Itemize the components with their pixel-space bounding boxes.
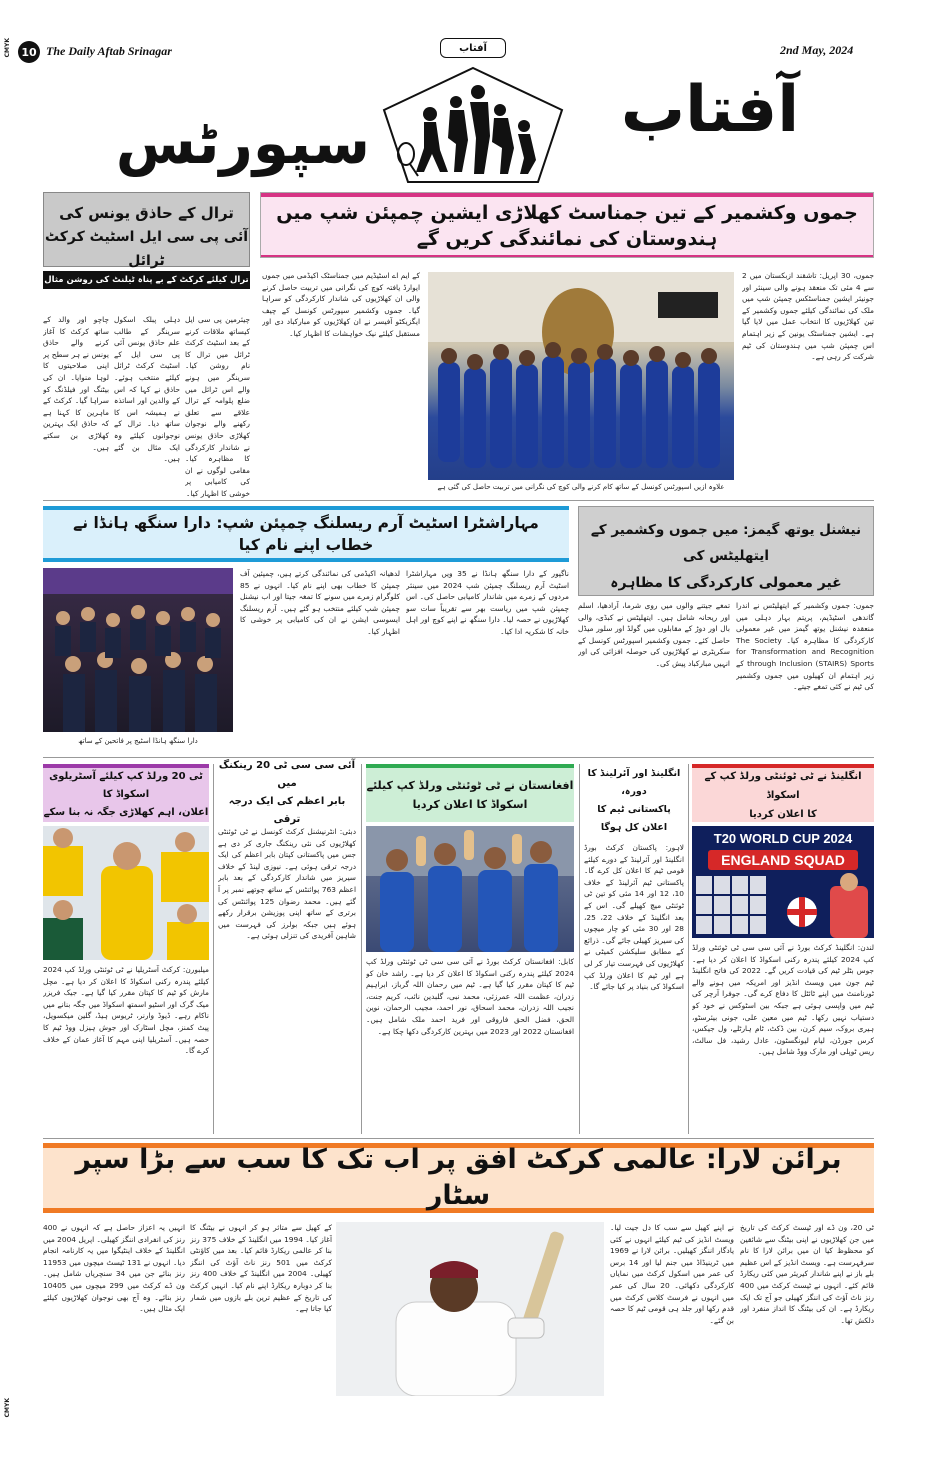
gymnast-photo-caption: علاوہ ازیں اسپورٹس کونسل کے ساتھ کام کرنے والی کوچ کی نگرانی میں تربیت حاصل کی گئی ہے [437,483,725,491]
lara-col-1: ٹی 20، ون ڈے اور ٹیسٹ کرکٹ کی تاریخ میں جن کھلاڑیوں نے اپنی بیٹنگ سے شائقین کو محظوظ کیا ان میں برائن لارا کا نام سرفہرست ہے۔ ویسٹ انڈیز کے اس عظیم بلے باز نے اپنے شاندار کیریئر میں کئی ریکارڈ قائم کئے۔ انہوں نے ٹیسٹ کرکٹ میں 400 رنز ناٹ آؤٹ کی اننگز کھیلی جو آج تک ایک ریکارڈ ہے۔ ان کی بیٹنگ کا انداز منفرد اور دلکش تھا۔ [740,1223,874,1325]
paper-name: The Daily Aftab Srinagar [46,44,172,58]
gymnast-headline: جموں وکشمیر کے تین جمناسٹ کھلاڑی ایشین چمپئن شپ میں ہندوستان کی نمائندگی کریں گے [276,202,858,250]
babar-body: دبئی: انٹرنیشنل کرکٹ کونسل نے ٹی ٹوئنٹی کھلاڑیوں کی نئی رینکنگ جاری کر دی ہے جس میں پاکستانی کپتان بابر اعظم کی ایک درجہ ترقی ہوئی ہے۔ نیوزی لینڈ کے خلاف سیریز میں شاندار کارکردگی کے بعد بابر اعظم 763 پوائنٹس کے ساتھ چوتھے نمبر پر آ گئے ہیں۔ محمد رضوان 125 پوائنٹس کی برتری کے ساتھ اپنی پوزیشن برقرار رکھے ہوئے ہیں جبکہ بولرز کی فہرست میں شاہین آفریدی کی تنزلی ہوئی ہے۔ [218,827,356,941]
issue-date: 2nd May, 2024 [780,43,854,57]
lara-photo [336,1222,604,1396]
afghanistan-headline-1: افغانستان نے ٹی ٹوئنٹی ورلڈ کپ کیلئے [366,779,574,792]
wrestling-headline: مہاراشٹرا اسٹیٹ آرم ریسلنگ چمپئن شپ: دارا سنگھ ہانڈا نے خطاب اپنے نام کیا [73,514,539,554]
row1-bottom-rule [43,500,874,501]
gymnast-col-2: کے ایم اے اسٹیڈیم میں جمناسٹک اکیڈمی میں جموں ایوارڈ یافتہ کوچ کی نگرانی میں تربیت حاصل کرنے والی ان کھلاڑیوں کی شاندار کارکردگی کو سراہا گیا۔ جموں وکشمیر سپورٹس کونسل کے چیف ایگزیکٹو آفیسر نے ان کھلاڑیوں کو مبارکباد دی اور مستقبل کیلئے نیک خواہشات کا اظہار کیا۔ [262,271,420,338]
row3-rule-2 [361,764,362,1134]
row3-bottom-rule [43,1138,874,1139]
cmyk-label-bottom: CMYK [4,1398,11,1418]
gymnast-team-photo [428,272,734,480]
afghanistan-body: کابل: افغانستان کرکٹ بورڈ نے آئی سی سی ٹی ٹوئنٹی ورلڈ کپ 2024 کیلئے پندرہ رکنی اسکواڈ کا اعلان کر دیا ہے۔ راشد خان کو ٹیم کا کپتان مقرر کیا گیا ہے۔ ٹیم میں رحمان اللہ گرباز، ابراہیم زدران، عظمت اللہ عمرزئی، محمد نبی، گلبدین نائب، کریم جنت، نجیب اللہ زدران، محمد اسحاق، نور احمد، مجیب الرحمان، نوین الحق، فضل الحق فاروقی اور فرید احمد ملک شامل ہیں۔ افغانستان 2022 اور 2023 میں بہترین کارکردگی دکھا چکا ہے۔ [366,957,574,1036]
cmyk-marker-top [4,38,14,68]
tral-col-2: دہلی پبلک اسکول سرینگر کے طالب علم حاذق یونس آئی پی سی ایل کے اسٹیٹ کرکٹ ٹرائل کیلئے منتخب ہوئے۔ حاذق نے کہا کہ اس کے والدین اور اساتذہ نے ہمیشہ اس کا ساتھ دیا۔ ترال کے نوجوانوں کیلئے وہ ایک مثال بن گئے ہیں۔ [114,315,180,464]
tral-headline-1: ترال کے حاذق یونس کی [59,204,234,222]
cmyk-marker-bottom [4,1398,14,1428]
page-number: 10 [21,45,37,59]
tral-strap [43,271,250,303]
england-headline-2: کا اعلان کردیا [749,808,817,820]
england-squad-graphic [692,826,874,938]
top-logo-text: آفتاب [459,42,487,54]
gymnast-bar-bottom [261,255,873,258]
lara-photo-art [336,1222,604,1396]
youth-col-2: تمغے جیتنے والوں میں روی شرما، آرادھیا، اسلم اور ریحانہ شامل ہیں۔ ایتھلیٹس نے کبڈی، والی بال اور دوڑ کے مقابلوں میں گولڈ اور سلور میڈل حاصل کئے۔ جموں وکشمیر اسپورٹس کونسل کے سکریٹری نے کھلاڑیوں کی حوصلہ افزائی کی اور انہیں مبارکباد پیش کی۔ [578,601,730,668]
tral-col-3: چاچو اور والد کے ساتھ کرکٹ کا آغاز کرنے والے حاذق یونس نے ہر سطح پر اپنی صلاحیتوں کا لوہا منوایا۔ ان کی بیٹنگ اور فیلڈنگ کو سراہا گیا۔ کرکٹ کے ماہرین کا کہنا ہے کہ حاذق ایک بہترین کھلاڑی بن سکتے ہیں۔ [43,315,109,452]
tral-col-1: چیئرمین پی سی ایل کیساتھ ملاقات کرنے کے بعد اسٹیٹ کرکٹ ٹرائل میں ترال کا نام روشن کیا۔ سرینگر میں ہونے والے اس ٹرائل میں ضلع پلوامہ کے ترال علاقے سے تعلق رکھنے والے نوجوان کھلاڑی حاذق یونس نے شاندار کارکردگی کا مظاہرہ کیا۔ مقامی لوگوں نے ان کی کامیابی پر خوشی کا اظہار کیا۔ [185,315,250,498]
wrestling-headline-box [43,506,569,562]
youth-headline-box [578,506,874,596]
row2-bottom-rule [43,757,874,758]
babar-headline-box [218,760,356,825]
australia-headline-2: اعلان، اہم کھلاڑی جگہ نہ بنا سکے [43,807,209,818]
england-graphic-sub: ENGLAND SQUAD [708,850,858,870]
tral-headline-2: آئی پی سی ایل اسٹیٹ کرکٹ ٹرائل [44,229,249,269]
afghanistan-headline-box [366,764,574,822]
pakistan-headline-box [584,764,684,838]
england-headline-box [692,764,874,822]
page-number-badge [18,41,40,63]
wrestling-photo-art [43,568,233,732]
tral-strap-text: ترال کیلئے کرکٹ کے بے پناہ ٹیلنٹ کی روشن مثال بن گئے [44,275,249,303]
row3-rule-3 [579,764,580,1134]
youth-headline-1: نیشنل یوتھ گیمز: میں جموں وکشمیر کے ایتھلیٹس کی [590,522,862,564]
row3-rule-4 [688,764,689,1134]
masthead-title-sports: سپورٹس [115,109,370,177]
lara-headline: برائن لارا: عالمی کرکٹ افق پر اب تک کا سب سے بڑا سپر سٹار [75,1144,842,1211]
masthead-title-aftab: آفتاب [620,73,800,147]
youth-headline-2: غیر معمولی کارکردگی کا مظاہرہ [610,575,842,591]
wrestling-col-1: ناگپور کے دارا سنگھ ہانڈا نے 35 ویں مہاراشٹرا اسٹیٹ آرم ریسلنگ چمپئن شپ 2024 میں سینئر مردوں کے زمرے میں شاندار کامیابی حاصل کی۔ اس چمپئن شپ میں ریاست بھر سے تقریباً سات سو کھلاڑیوں نے حصہ لیا۔ دارا سنگھ نے اپنے کوچ اور اہل خانہ کا شکریہ ادا کیا۔ [406,569,569,636]
gymnast-col-1: جموں، 30 اپریل: تاشقند ازبکستان میں 2 سے 4 مئی تک منعقد ہونے والی سینئر اور جونیئر ایشین جمناسٹکس چمپئن شپ میں ملک کی نمائندگی کیلئے جموں وکشمیر کے تین کھلاڑیوں کا انتخاب عمل میں لایا گیا ہے۔ ایشین جمناسٹک یونین کے زیر اہتمام اس چمپئن شپ میں ہندوستان کی ٹیم شرکت کر رہی ہے۔ [742,271,874,362]
australia-body: میلبورن: کرکٹ آسٹریلیا نے ٹی ٹوئنٹی ورلڈ کپ 2024 کیلئے پندرہ رکنی اسکواڈ کا اعلان کر دیا ہے۔ مچل مارش کو ٹیم کا کپتان مقرر کیا گیا ہے۔ جیک فریزر میک گرک اور اسٹیو اسمتھ اسکواڈ میں جگہ بنانے میں ناکام رہے۔ ڈیوڈ وارنر، ٹریوس ہیڈ، گلین میکسویل، پیٹ کمنز، مچل اسٹارک اور جوش ہیزل ووڈ ٹیم کا حصہ ہیں۔ آسٹریلیا اپنی مہم کا آغاز عمان کے خلاف کرے گا۔ [43,965,209,1056]
tral-headline-box [43,192,250,267]
gymnast-headline-box [260,192,874,258]
australia-headline-box [43,764,209,822]
top-logo [440,38,506,58]
australia-players-photo [43,826,209,960]
wrestling-photo-caption: دارا سنگھ ہانڈا اسٹیج پر فاتحین کے ساتھ [78,737,198,745]
sports-emblem [378,62,568,186]
babar-headline-2: بابر اعظم کی ایک درجہ ترقی [228,796,346,825]
babar-headline-1: آئی سی سی ٹی 20 رینکنگ میں [218,760,356,789]
afghanistan-players-photo [366,826,574,952]
lara-col-3: کے کھیل سے متاثر ہو کر انہوں نے بیٹنگ کا آغاز کیا۔ 1994 میں انگلینڈ کے خلاف 375 رنز بنا کر عالمی ریکارڈ قائم کیا۔ بعد میں کاؤنٹی کرکٹ میں 501 رنز ناٹ آؤٹ کی اننگز کھیلی۔ 2004 میں انگلینڈ کے خلاف 400 رنز بنا کر دوبارہ ریکارڈ اپنے نام کیا۔ انہیں کرکٹ کی تاریخ کے عظیم ترین بلے بازوں میں شمار کیا جاتا ہے۔ [190,1223,332,1314]
pakistan-headline-1: انگلینڈ اور آئرلینڈ کا دورہ، [587,768,681,797]
lara-col-2: نے اپنے کھیل سے سب کا دل جیت لیا۔ ویسٹ انڈیز کی ٹیم کیلئے انہوں نے کئی یادگار اننگز کھیلیں۔ برائن لارا نے 1969 میں ٹرینیڈاڈ میں جنم لیا اور 14 برس کی عمر میں اسکول کرکٹ میں نمایاں کارکردگی دکھائی۔ 20 سال کی عمر میں انہوں نے فرسٹ کلاس کرکٹ میں قدم رکھا اور جلد ہی قومی ٹیم کا حصہ بن گئے۔ [610,1223,734,1325]
row3-rule-1 [213,764,214,1134]
youth-col-1: جموں: جموں وکشمیر کے ایتھلیٹس نے اندرا گاندھی اسٹیڈیم، پریتم بہار دہلی میں منعقدہ نیشنل یوتھ گیمز میں غیر معمولی کارکردگی کا مظاہرہ کیا۔ The Society for Transformation and Recognition through Inclusion (STAIRS) Sports کے زیر اہتمام ان کھیلوں میں جموں وکشمیر کی ٹیم نے کئی تمغے جیتے۔ [736,601,874,692]
england-squad-faces [692,872,874,938]
cmyk-label: CMYK [4,38,11,58]
gymnast-photo-art [428,272,734,480]
england-body: لندن: انگلینڈ کرکٹ بورڈ نے آئی سی سی ٹی ٹوئنٹی ورلڈ کپ 2024 کیلئے پندرہ رکنی اسکواڈ کا اعلان کر دیا ہے۔ جوس بٹلر ٹیم کی قیادت کریں گے۔ 2022 کی فاتح انگلینڈ ٹیم جون میں ویسٹ انڈیز اور امریکہ میں ہونے والے ٹورنامنٹ میں اپنے ٹائٹل کا دفاع کرے گی۔ جوفرا آرچر کی ٹیم میں واپسی ہوئی ہے جبکہ بین اسٹوکس نے خود کو دستیاب نہیں رکھا۔ ٹیم میں معین علی، جونی بیئرسٹو، ہیری بروک، سیم کرن، بین ڈکٹ، ٹام ہارٹلے، ول جیکس، کرس جورڈن، لیام لیونگسٹون، عادل رشید، فل سالٹ، ریس ٹوپلی اور مارک ووڈ شامل ہیں۔ [692,943,874,1057]
lara-headline-box [43,1143,874,1213]
afghanistan-headline-2: اسکواڈ کا اعلان کردیا [412,798,528,811]
wrestling-photo [43,568,233,732]
pakistan-body: لاہور: پاکستان کرکٹ بورڈ انگلینڈ اور آئرلینڈ کے دورے کیلئے قومی ٹیم کا اعلان کل کرے گا۔ پاکستانی ٹیم آئرلینڈ کے خلاف 10، 12 اور 14 مئی کو تین ٹی ٹوئنٹی میچ کھیلے گی۔ اس کے بعد انگلینڈ کے خلاف 22، 25، 28 اور 30 مئی کو چار میچوں کی سیریز کھیلی جائے گی۔ ذرائع کے مطابق سلیکشن کمیٹی نے کھلاڑیوں کی فہرست تیار کر لی ہے اور ٹیم کا اعلان ورلڈ کپ اسکواڈ کی بنیاد پر کیا جائے گا۔ [584,843,684,992]
australia-photo-art [43,826,209,960]
gymnast-headline-bg [261,197,873,255]
england-headline-1: انگلینڈ نے ٹی ٹوئنٹی ورلڈ کپ کے اسکواڈ [704,770,862,801]
wrestling-col-2: لدھیانہ اکیڈمی کی نمائندگی کرتے ہیں، چمپئین آف چمپئن کا خطاب بھی اپنے نام کیا۔ انہوں نے 85 کلوگرام زمرے میں سونے کا تمغہ جیتا اور اب نیشنل چمپئن شپ کیلئے منتخب ہو گئے ہیں۔ آرم ریسلنگ ایسوسی ایشن نے ان کی کامیابی پر خوشی کا اظہار کیا۔ [240,569,400,636]
australia-headline-1: ٹی 20 ورلڈ کپ کیلئے آسٹریلوی اسکواڈ کا [49,771,203,800]
pakistan-headline-2: پاکستانی ٹیم کا اعلان کل ہوگا [597,804,671,833]
england-graphic-title: T20 WORLD CUP 2024 [713,831,853,846]
afghanistan-photo-art [366,826,574,952]
lara-col-4: انہیں یہ اعزاز حاصل ہے کہ انہوں نے 400 رنز کی انفرادی اننگز کھیلی۔ اپریل 2004 میں انگلینڈ کے خلاف اینٹیگوا میں یہ کارنامہ انجام دیا۔ انہوں نے 131 ٹیسٹ میچوں میں 11953 رنز بنائے جن میں 34 سنچریاں شامل ہیں۔ ون ڈے کرکٹ میں 299 میچوں میں 10405 رنز بنائے۔ وہ آج بھی نوجوان کھلاڑیوں کیلئے ایک مثال ہیں۔ [43,1223,185,1314]
